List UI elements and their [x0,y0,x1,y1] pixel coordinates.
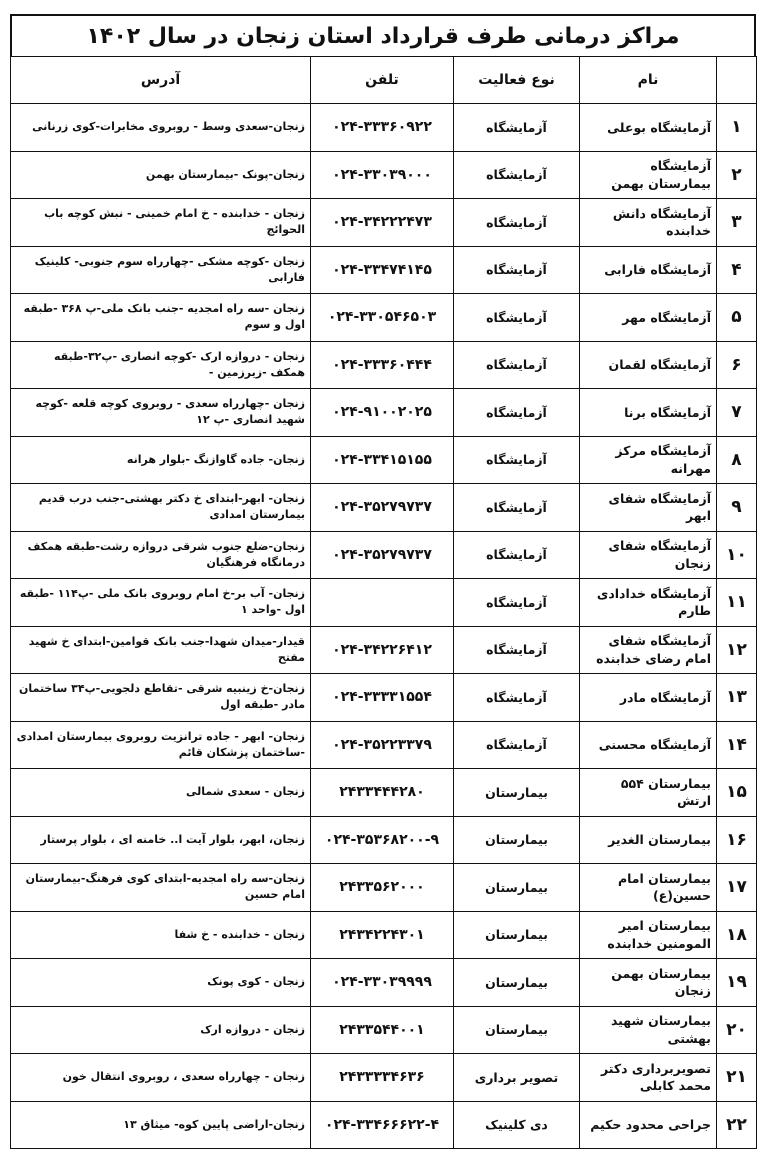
center-name: بیمارستان امیر المومنین خدابنده [580,911,717,959]
address: زنجان، ابهر، بلوار آیت ا.. خامنه ای ، بلوار پرستار [11,816,311,864]
address: زنجان - دروازه ارک [11,1006,311,1054]
phone-number: ۰۲۴-۳۳۰۵۴۶۵۰۳ [311,294,454,342]
center-name: بیمارستان شهید بهشتی [580,1006,717,1054]
activity-type: آزمایشگاه [454,246,580,294]
row-number: ۲۱ [717,1054,757,1102]
header-address: آدرس [11,57,311,104]
activity-type: آزمایشگاه [454,294,580,342]
activity-type: دی کلینیک [454,1101,580,1149]
centers-table [10,56,757,1149]
activity-type: آزمایشگاه [454,626,580,674]
center-name: آزمایشگاه شفای امام رضای خدابنده [580,626,717,674]
activity-type: بیمارستان [454,769,580,817]
activity-type: بیمارستان [454,1006,580,1054]
row-number: ۱۵ [717,769,757,817]
table-row [11,1054,757,1102]
center-name: آزمایشگاه فارابی [580,246,717,294]
phone-number: ۰۲۴-۹۱۰۰۲۰۲۵ [311,389,454,437]
table-row [11,104,757,152]
activity-type: آزمایشگاه [454,341,580,389]
row-number: ۲۲ [717,1101,757,1149]
header-name: نام [580,57,717,104]
row-number: ۱۸ [717,911,757,959]
table-row [11,294,757,342]
table-row [11,389,757,437]
phone-number: ۰۲۴-۳۳۳۶۰۹۲۲ [311,104,454,152]
row-number: ۶ [717,341,757,389]
phone-number: ۰۲۴-۳۵۳۶۸۲۰۰-۹ [311,816,454,864]
address: قیدار-میدان شهدا-جنب بانک قوامین-ابتدای خ شهید مفتح [11,626,311,674]
table-row [11,1101,757,1149]
phone-number: ۰۲۴-۳۵۲۲۳۳۷۹ [311,721,454,769]
row-number: ۱۶ [717,816,757,864]
activity-type: آزمایشگاه [454,721,580,769]
phone-number: ۰۲۴-۳۳۳۳۱۵۵۴ [311,674,454,722]
phone-number: ۲۴۳۴۲۲۴۳۰۱ [311,911,454,959]
center-name: جراحی محدود حکیم [580,1101,717,1149]
center-name: آزمایشگاه مادر [580,674,717,722]
table-row [11,816,757,864]
activity-type: آزمایشگاه [454,104,580,152]
phone-number: ۰۲۴-۳۴۲۲۲۴۷۳ [311,199,454,247]
activity-type: آزمایشگاه [454,389,580,437]
address: زنجان- جاده گاوازنگ -بلوار هرانه [11,436,311,484]
phone-number: ۲۴۳۳۳۳۴۶۳۶ [311,1054,454,1102]
table-row [11,959,757,1007]
center-name: آزمایشگاه برنا [580,389,717,437]
activity-type: بیمارستان [454,911,580,959]
center-name: بیمارستان ۵۵۴ ارتش [580,769,717,817]
document-page [10,14,756,1135]
table-row [11,911,757,959]
row-number: ۵ [717,294,757,342]
phone-number [311,579,454,627]
table-row [11,721,757,769]
address: زنجان-سعدی وسط - روبروی مخابرات-کوی زرنانی [11,104,311,152]
activity-type: آزمایشگاه [454,531,580,579]
phone-number: ۰۲۴-۳۳۴۶۶۶۲۲-۴ [311,1101,454,1149]
activity-type: آزمایشگاه [454,674,580,722]
address: زنجان- ابهر-ابتدای خ دکتر بهشتی-جنب درب قدیم بیمارستان امدادی [11,484,311,532]
phone-number: ۰۲۴-۳۳۴۷۴۱۴۵ [311,246,454,294]
center-name: آزمایشگاه شفای زنجان [580,531,717,579]
center-name: آزمایشگاه خدادادی طارم [580,579,717,627]
address: زنجان -کوچه مشکی -چهارراه سوم جنوبی- کلینیک فارابی [11,246,311,294]
row-number: ۴ [717,246,757,294]
address: زنجان-ضلع جنوب شرقی دروازه رشت-طبقه همکف درمانگاه فرهنگیان [11,531,311,579]
center-name: آزمایشگاه مرکز مهرانه [580,436,717,484]
activity-type: بیمارستان [454,816,580,864]
center-name: تصویربرداری دکتر محمد کابلی [580,1054,717,1102]
table-row [11,626,757,674]
row-number: ۸ [717,436,757,484]
row-number: ۱۲ [717,626,757,674]
activity-type: آزمایشگاه [454,436,580,484]
row-number: ۳ [717,199,757,247]
activity-type: تصویر برداری [454,1054,580,1102]
phone-number: ۰۲۴-۳۵۲۷۹۷۳۷ [311,484,454,532]
activity-type: بیمارستان [454,864,580,912]
address: زنجان-سه راه امجدیه-ابتدای کوی فرهنگ-بیمارستان امام حسین [11,864,311,912]
row-number: ۱۷ [717,864,757,912]
table-row [11,199,757,247]
phone-number: ۰۲۴-۳۳۰۳۹۰۰۰ [311,151,454,199]
address: زنجان -چهارراه سعدی - روبروی کوچه قلعه -کوچه شهید انصاری -پ ۱۲ [11,389,311,437]
center-name: آزمایشگاه بوعلی [580,104,717,152]
table-row [11,341,757,389]
center-name: آزمایشگاه شفای ابهر [580,484,717,532]
header-number [717,57,757,104]
row-number: ۱۳ [717,674,757,722]
header-activity-type: نوع فعالیت [454,57,580,104]
row-number: ۱۱ [717,579,757,627]
phone-number: ۰۲۴-۳۵۲۷۹۷۳۷ [311,531,454,579]
center-name: آزمایشگاه بیمارستان بهمن [580,151,717,199]
header-phone: تلفن [311,57,454,104]
row-number: ۱ [717,104,757,152]
row-number: ۲ [717,151,757,199]
address: زنجان- ابهر - جاده ترانزیت روبروی بیمارستان امدادی -ساختمان پزشکان قائم [11,721,311,769]
center-name: بیمارستان بهمن زنجان [580,959,717,1007]
activity-type: آزمایشگاه [454,151,580,199]
address: زنجان - خدابنده - خ شفا [11,911,311,959]
activity-type: آزمایشگاه [454,484,580,532]
activity-type: آزمایشگاه [454,579,580,627]
address: زنجان - چهارراه سعدی ، روبروی انتقال خون [11,1054,311,1102]
table-row [11,246,757,294]
table-header-row [11,57,757,104]
center-name: آزمایشگاه محسنی [580,721,717,769]
center-name: آزمایشگاه لقمان [580,341,717,389]
center-name: آزمایشگاه مهر [580,294,717,342]
phone-number: ۰۲۴-۳۴۲۲۶۴۱۲ [311,626,454,674]
table-row [11,769,757,817]
address: زنجان-اراضی پایین کوه- میثاق ۱۳ [11,1101,311,1149]
row-number: ۱۰ [717,531,757,579]
table-row [11,531,757,579]
row-number: ۲۰ [717,1006,757,1054]
address: زنجان-پونک -بیمارستان بهمن [11,151,311,199]
table-row [11,674,757,722]
row-number: ۱۴ [717,721,757,769]
address: زنجان - دروازه ارک -کوچه انصاری -پ۳۲-طبقه همکف -زیرزمین - [11,341,311,389]
row-number: ۱۹ [717,959,757,1007]
table-row [11,484,757,532]
table-row [11,436,757,484]
phone-number: ۰۲۴-۳۳۳۶۰۴۴۴ [311,341,454,389]
table-row [11,1006,757,1054]
phone-number: ۲۴۳۳۵۴۴۰۰۱ [311,1006,454,1054]
address: زنجان - سعدی شمالی [11,769,311,817]
table-row [11,864,757,912]
phone-number: ۲۴۳۳۵۶۲۰۰۰ [311,864,454,912]
row-number: ۹ [717,484,757,532]
phone-number: ۲۴۳۳۴۴۴۲۸۰ [311,769,454,817]
center-name: آزمایشگاه دانش خدابنده [580,199,717,247]
page-title: مراکز درمانی طرف قرارداد استان زنجان در سال ۱۴۰۲ [10,14,756,56]
phone-number: ۰۲۴-۳۳۰۳۹۹۹۹ [311,959,454,1007]
address: زنجان - کوی پونک [11,959,311,1007]
activity-type: آزمایشگاه [454,199,580,247]
table-row [11,579,757,627]
address: زنجان-خ زینبیه شرقی -تقاطع دلجویی-پ۳۴ ساختمان مادر -طبقه اول [11,674,311,722]
activity-type: بیمارستان [454,959,580,1007]
table-row [11,151,757,199]
address: زنجان - خدابنده - خ امام خمینی - نبش کوچه باب الحوائج [11,199,311,247]
row-number: ۷ [717,389,757,437]
phone-number: ۰۲۴-۳۳۴۱۵۱۵۵ [311,436,454,484]
center-name: بیمارستان الغدیر [580,816,717,864]
address: زنجان- آب بر-خ امام روبروی بانک ملی -پ۱۱۴ -طبقه اول -واحد ۱ [11,579,311,627]
address: زنجان -سه راه امجدیه -جنب بانک ملی-پ ۳۶۸ -طبقه اول و سوم [11,294,311,342]
center-name: بیمارستان امام حسین(ع) [580,864,717,912]
